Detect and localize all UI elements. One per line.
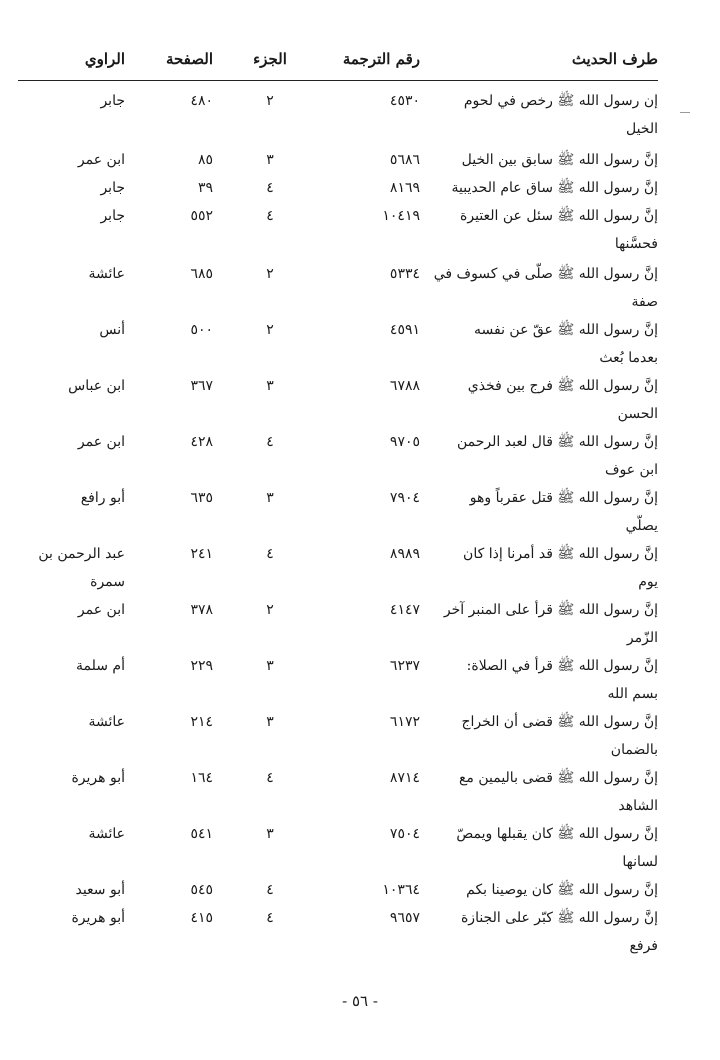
header-hadith: طرف الحديث [571,50,658,68]
hadith-continuation: يصلّي [625,518,658,534]
header-tarjama: رقم الترجمة [342,50,420,68]
page-cell: ٨٥ [197,152,213,168]
rawi-cell: جابر [100,208,125,224]
hadith-continuation: الخيل [625,121,658,137]
rawi-cell: عائشة [88,714,125,730]
rawi-cell: أبو هريرة [71,770,125,786]
page-cell: ٦٨٥ [190,266,213,282]
hadith-continuation: الزّمر [626,630,658,646]
hadith-continuation: بسم الله [607,686,658,702]
rawi-cell: جابر [100,93,125,109]
juz-cell: ٢ [266,322,274,338]
tarjama-cell: ٦١٧٢ [389,714,420,730]
tarjama-cell: ٩٧٠٥ [389,434,420,450]
hadith-cell: إنَّ رسول الله ﷺ قتل عقرباً وهو [469,490,658,506]
juz-cell: ٤ [266,208,274,224]
rawi-cell: ابن عمر [77,152,125,168]
page-cell: ٥٤١ [190,826,213,842]
hadith-cell: إنَّ رسول الله ﷺ عقّ عن نفسه [474,322,658,338]
tarjama-cell: ٧٥٠٤ [389,826,420,842]
juz-cell: ٤ [266,434,274,450]
table-row [0,485,720,534]
table-row [0,541,720,590]
table-row [0,429,720,478]
rawi-cell: أبو سعيد [75,882,125,898]
rawi-cell: أنس [99,322,125,338]
rawi-cell: ابن عمر [77,434,125,450]
hadith-continuation: فحسَّنها [614,236,658,252]
page-cell: ٥٤٥ [190,882,213,898]
juz-cell: ٢ [266,93,274,109]
rawi-cell: أبو هريرة [71,910,125,926]
juz-cell: ٣ [266,826,274,842]
table-row [0,175,720,202]
hadith-cell: إنَّ رسول الله ﷺ ساق عام الحديبية [451,180,658,196]
rawi-continuation: سمرة [90,574,125,590]
hadith-cell: إنَّ رسول الله ﷺ كان يقبلها ويمصّ [456,826,658,842]
hadith-cell: إنَّ رسول الله ﷺ قرأ على المنبر آخر [443,602,658,618]
header-juz: الجزء [253,50,287,68]
hadith-continuation: الشاهد [618,798,658,814]
rawi-cell: ابن عباس [68,378,125,394]
margin-mark [680,112,690,113]
rawi-cell: عائشة [88,826,125,842]
page-cell: ٣٩ [197,180,213,196]
table-row [0,317,720,366]
tarjama-cell: ٤٥٩١ [389,322,420,338]
tarjama-cell: ١٠٤١٩ [382,208,420,224]
table-row [0,877,720,904]
juz-cell: ٣ [266,658,274,674]
page-cell: ٥٠٠ [190,322,213,338]
tarjama-cell: ٩٦٥٧ [389,910,420,926]
page-cell: ٤١٥ [190,910,213,926]
juz-cell: ٤ [266,546,274,562]
hadith-cell: إنَّ رسول الله ﷺ قضى باليمين مع [458,770,658,786]
juz-cell: ٣ [266,714,274,730]
hadith-continuation: يوم [638,574,658,590]
page-cell: ٣٦٧ [190,378,213,394]
tarjama-cell: ٤١٤٧ [389,602,420,618]
table-row [0,88,720,137]
hadith-continuation: الحسن [617,406,658,422]
table-row [0,709,720,758]
table-row [0,373,720,422]
rawi-cell: عبد الرحمن بن [38,546,125,562]
juz-cell: ٤ [266,770,274,786]
hadith-cell: إنَّ رسول الله ﷺ قال لعبد الرحمن [457,434,658,450]
rawi-cell: أبو رافع [80,490,125,506]
juz-cell: ٢ [266,266,274,282]
rawi-cell: ابن عمر [77,602,125,618]
table-row [0,821,720,870]
tarjama-cell: ٥٣٣٤ [389,266,420,282]
juz-cell: ٣ [266,378,274,394]
hadith-cell: إنَّ رسول الله ﷺ قد أمرنا إذا كان [463,546,658,562]
page-number: - ٥٦ - [342,992,378,1010]
juz-cell: ٣ [266,152,274,168]
table-row [0,905,720,954]
tarjama-cell: ٧٩٠٤ [389,490,420,506]
header-page: الصفحة [165,50,213,68]
table-row [0,653,720,702]
table-row [0,147,720,174]
page-cell: ٢٤١ [190,546,213,562]
tarjama-cell: ١٠٣٦٤ [382,882,420,898]
tarjama-cell: ٨٩٨٩ [389,546,420,562]
page-cell: ٤٨٠ [190,93,213,109]
tarjama-cell: ٨١٦٩ [389,180,420,196]
hadith-cell: إنَّ رسول الله ﷺ فرج بين فخذي [467,378,658,394]
page-cell: ٢٢٩ [190,658,213,674]
hadith-cell: إن رسول الله ﷺ رخص في لحوم [463,93,658,109]
hadith-continuation: بالضمان [610,742,658,758]
hadith-continuation: فرفع [629,938,658,954]
hadith-continuation: بعدما بُعث [599,350,658,366]
hadith-cell: إنَّ رسول الله ﷺ قرأ في الصلاة: [466,658,658,674]
hadith-continuation: صفة [631,294,658,310]
hadith-cell: إنَّ رسول الله ﷺ كان يوصينا بكم [466,882,658,898]
page-cell: ٥٥٢ [190,208,213,224]
hadith-cell: إنَّ رسول الله ﷺ سئل عن العتيرة [460,208,658,224]
tarjama-cell: ٥٦٨٦ [389,152,420,168]
table-row [0,261,720,310]
page-cell: ٣٧٨ [190,602,213,618]
rawi-cell: جابر [100,180,125,196]
table-row [0,765,720,814]
juz-cell: ٣ [266,490,274,506]
juz-cell: ٤ [266,910,274,926]
table-row [0,203,720,252]
page-cell: ٢١٤ [190,714,213,730]
hadith-continuation: لسانها [622,854,658,870]
hadith-cell: إنَّ رسول الله ﷺ سابق بين الخيل [461,152,658,168]
tarjama-cell: ٤٥٣٠ [389,93,420,109]
hadith-cell: إنَّ رسول الله ﷺ صلّى في كسوف في [433,266,658,282]
header-rule [18,80,658,81]
rawi-cell: أم سلمة [76,658,125,674]
page-cell: ٦٣٥ [190,490,213,506]
juz-cell: ٤ [266,882,274,898]
header-rawi: الراوي [84,50,125,68]
tarjama-cell: ٨٧١٤ [389,770,420,786]
tarjama-cell: ٦٢٣٧ [389,658,420,674]
tarjama-cell: ٦٧٨٨ [389,378,420,394]
rawi-cell: عائشة [88,266,125,282]
table-header [0,50,720,78]
page-cell: ٤٢٨ [190,434,213,450]
hadith-continuation: ابن عوف [605,462,658,478]
hadith-cell: إنَّ رسول الله ﷺ قضى أن الخراج [461,714,658,730]
juz-cell: ٢ [266,602,274,618]
juz-cell: ٤ [266,180,274,196]
hadith-cell: إنَّ رسول الله ﷺ كبّر على الجنازة [460,910,658,926]
page-cell: ١٦٤ [190,770,213,786]
table-row [0,597,720,646]
